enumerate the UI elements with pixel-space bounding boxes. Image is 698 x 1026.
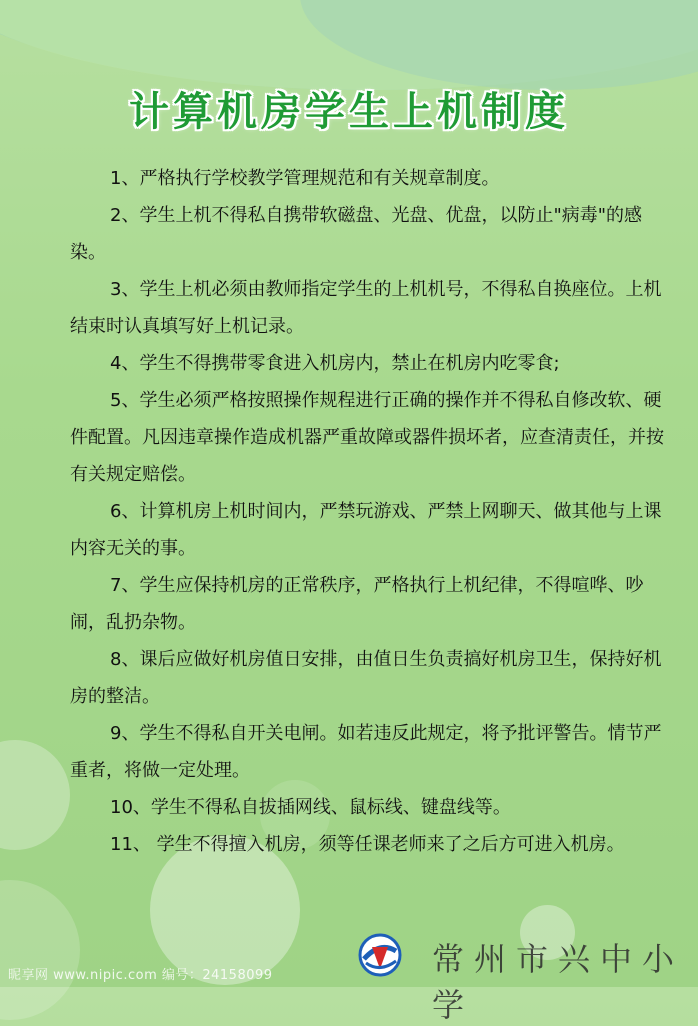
rule-item: 5、学生必须严格按照操作规程进行正确的操作并不得私自修改软、硬件配置。凡因违章操作造成机器严重故障或器件损坏者，应查清责任，并按有关规定赔偿。 <box>70 390 664 485</box>
rule-item: 1、严格执行学校教学管理规范和有关规章制度。 <box>110 168 500 189</box>
rule-item: 8、课后应做好机房值日安排，由值日生负责搞好机房卫生，保持好机房的整洁。 <box>70 649 662 707</box>
rule-item: 3、学生上机必须由教师指定学生的上机机号，不得私自换座位。上机结束时认真填写好上机记录。 <box>70 279 662 337</box>
background-bubble <box>0 880 80 1020</box>
rule-item: 10、学生不得私自拔插网线、鼠标线、键盘线等。 <box>110 797 511 818</box>
rule-item: 6、计算机房上机时间内，严禁玩游戏、严禁上网聊天、做其他与上课内容无关的事。 <box>70 501 662 559</box>
rule-item: 2、学生上机不得私自携带软磁盘、光盘、优盘，以防止"病毒"的感染。 <box>70 205 643 263</box>
school-name: 常州市兴中小学 <box>432 940 685 1024</box>
rule-item: 4、学生不得携带零食进入机房内，禁止在机房内吃零食; <box>110 353 560 374</box>
rule-item: 9、学生不得私自开关电闸。如若违反此规定，将予批评警告。情节严重者，将做一定处理。 <box>70 723 662 781</box>
page-title: 计算机房学生上机制度 <box>129 89 569 135</box>
rule-item: 11、 学生不得擅入机房，须等任课老师来了之后方可进入机房。 <box>110 834 625 855</box>
rule-item: 7、学生应保持机房的正常秩序，严格执行上机纪律，不得喧哗、吵闹，乱扔杂物。 <box>70 575 644 633</box>
school-logo-icon <box>358 933 402 977</box>
watermark-text: 昵享网 www.nipic.com 编号：24158099 <box>8 968 273 983</box>
background-bubble <box>0 740 70 850</box>
rules-list <box>70 160 670 863</box>
